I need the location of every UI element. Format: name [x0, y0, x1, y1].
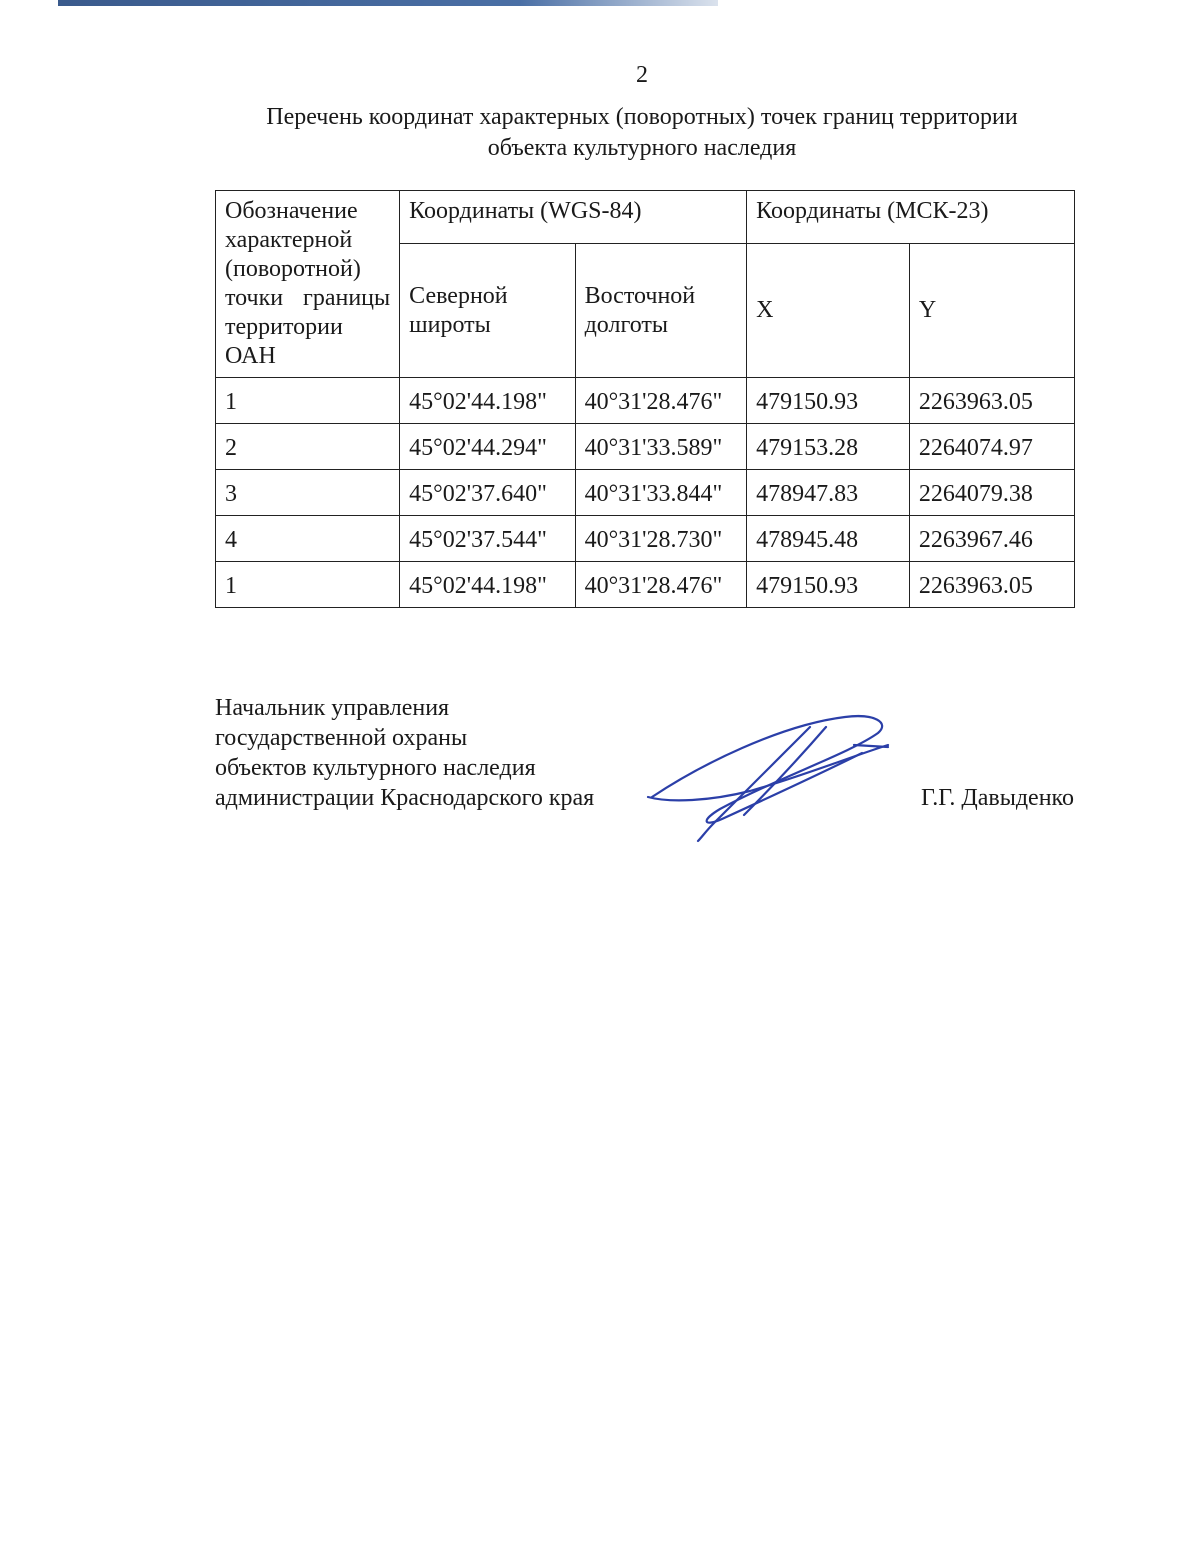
cell-longitude: 40°31'33.844" [575, 470, 747, 516]
header-point-line: точки границы [225, 285, 391, 311]
table-row [216, 470, 1075, 516]
page-number: 2 [636, 62, 648, 88]
cell-y: 2263963.05 [909, 562, 1074, 608]
cell-point: 1 [216, 562, 400, 608]
cell-x: 479150.93 [747, 378, 910, 424]
cell-x: 479150.93 [747, 562, 910, 608]
cell-longitude: 40°31'28.476" [575, 562, 747, 608]
header-lat-line: широты [409, 311, 491, 338]
cell-latitude: 45°02'44.294" [400, 424, 575, 470]
title-line-2: объекта культурного наследия [487, 135, 797, 161]
signer-position [215, 693, 594, 813]
cell-latitude: 45°02'44.198" [400, 378, 575, 424]
cell-longitude: 40°31'28.730" [575, 516, 747, 562]
cell-x: 479153.28 [747, 424, 910, 470]
header-y: Y [909, 244, 1074, 378]
table-row [216, 378, 1075, 424]
header-point-designation [216, 191, 400, 378]
table-row [216, 424, 1075, 470]
cell-point: 2 [216, 424, 400, 470]
cell-latitude: 45°02'37.544" [400, 516, 575, 562]
signer-position-line: администрации Краснодарского края [215, 785, 595, 811]
header-point-line: (поворотной) [225, 256, 361, 282]
cell-point: 1 [216, 378, 400, 424]
cell-y: 2264074.97 [909, 424, 1074, 470]
scan-edge-line [58, 0, 718, 6]
header-point-line: характерной [225, 227, 353, 253]
cell-point: 4 [216, 516, 400, 562]
cell-longitude: 40°31'33.589" [575, 424, 747, 470]
handwritten-signature [640, 705, 900, 845]
header-point-line: ОАН [225, 343, 276, 369]
signer-position-line: Начальник управления [215, 695, 450, 721]
header-lon-line: долготы [584, 311, 668, 338]
cell-y: 2264079.38 [909, 470, 1074, 516]
signer-position-line: государственной охраны [215, 725, 468, 751]
signer-position-line: объектов культурного наследия [215, 755, 536, 781]
cell-x: 478945.48 [747, 516, 910, 562]
header-longitude [575, 244, 747, 378]
header-row-groups [216, 191, 1075, 244]
cell-y: 2263967.46 [909, 516, 1074, 562]
title-line-1: Перечень координат характерных (поворотных) точек границ территории [266, 104, 1018, 130]
header-lon-line: Восточной [584, 282, 696, 309]
signer-name: Г.Г. Давыденко [921, 785, 1074, 811]
cell-longitude: 40°31'28.476" [575, 378, 747, 424]
document-title [200, 102, 1084, 164]
cell-y: 2263963.05 [909, 378, 1074, 424]
table-row [216, 516, 1075, 562]
cell-point: 3 [216, 470, 400, 516]
header-latitude [400, 244, 575, 378]
header-point-line: Обозначение [225, 198, 358, 224]
cell-x: 478947.83 [747, 470, 910, 516]
header-wgs-group: Координаты (WGS-84) [400, 191, 747, 244]
coordinates-table [215, 190, 1075, 608]
header-point-line: территории [225, 314, 343, 340]
cell-latitude: 45°02'44.198" [400, 562, 575, 608]
table-row [216, 562, 1075, 608]
header-lat-line: Северной [409, 282, 508, 309]
header-msk-group: Координаты (МСК-23) [747, 191, 1075, 244]
header-x: X [747, 244, 910, 378]
cell-latitude: 45°02'37.640" [400, 470, 575, 516]
